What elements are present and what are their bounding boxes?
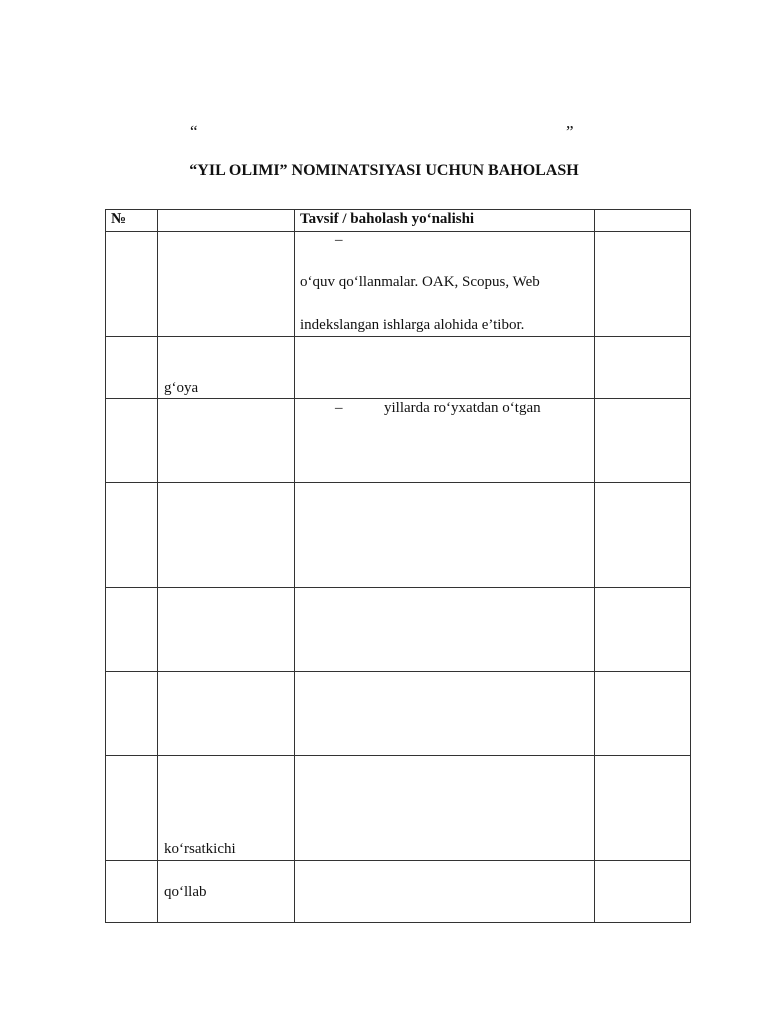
row-4-number-cell xyxy=(105,482,157,587)
row-5-col4-cell xyxy=(594,587,691,671)
row-7-description-cell xyxy=(294,755,594,860)
row-2-col4-cell xyxy=(594,336,691,398)
row-3-col2-cell xyxy=(157,398,294,482)
row-7-number-cell xyxy=(105,755,157,860)
row-1-col2-cell xyxy=(157,231,294,336)
row-3-description-dash: – xyxy=(335,400,343,416)
row-2-description-cell xyxy=(294,336,594,398)
row-5-col2-cell xyxy=(157,587,294,671)
row-8-col4-cell xyxy=(594,860,691,923)
row-4-col2-cell xyxy=(157,482,294,587)
header-cell-col4 xyxy=(594,209,691,231)
row-1-col4-cell xyxy=(594,231,691,336)
row-2-col2-text: g‘oya xyxy=(164,380,199,396)
row-8-col2-text: qo‘llab xyxy=(164,884,207,900)
row-7-col4-cell xyxy=(594,755,691,860)
row-3-number-cell xyxy=(105,398,157,482)
row-8-number-cell xyxy=(105,860,157,923)
row-2-number-cell xyxy=(105,336,157,398)
row-6-col2-cell xyxy=(157,671,294,755)
document-title: “YIL OLIMI” NOMINATSIYASI UCHUN BAHOLASH xyxy=(189,162,579,179)
table-bottom-border xyxy=(105,922,691,923)
evaluation-table xyxy=(105,209,691,923)
row-1-description-line-3: indekslangan ishlarga alohida e’tibor. xyxy=(300,317,525,333)
row-3-col4-cell xyxy=(594,398,691,482)
row-1-number-cell xyxy=(105,231,157,336)
row-4-description-cell xyxy=(294,482,594,587)
row-4-col4-cell xyxy=(594,482,691,587)
header-number-label: № xyxy=(111,211,127,227)
header-description-label: Tavsif / baholash yo‘nalishi xyxy=(300,211,475,227)
row-5-description-cell xyxy=(294,587,594,671)
row-6-col4-cell xyxy=(594,671,691,755)
row-6-number-cell xyxy=(105,671,157,755)
opening-quote: “ xyxy=(190,122,198,141)
row-8-description-cell xyxy=(294,860,594,923)
row-5-number-cell xyxy=(105,587,157,671)
row-1-description-line-2: o‘quv qo‘llanmalar. OAK, Scopus, Web xyxy=(300,274,540,290)
header-cell-col2 xyxy=(157,209,294,231)
closing-quote: ” xyxy=(566,122,574,141)
row-6-description-cell xyxy=(294,671,594,755)
row-7-col2-text: ko‘rsatkichi xyxy=(164,841,236,857)
row-1-description-line-1: – xyxy=(335,232,343,248)
row-3-description-text: yillarda ro‘yxatdan o‘tgan xyxy=(384,400,541,416)
table-right-border xyxy=(690,209,691,923)
